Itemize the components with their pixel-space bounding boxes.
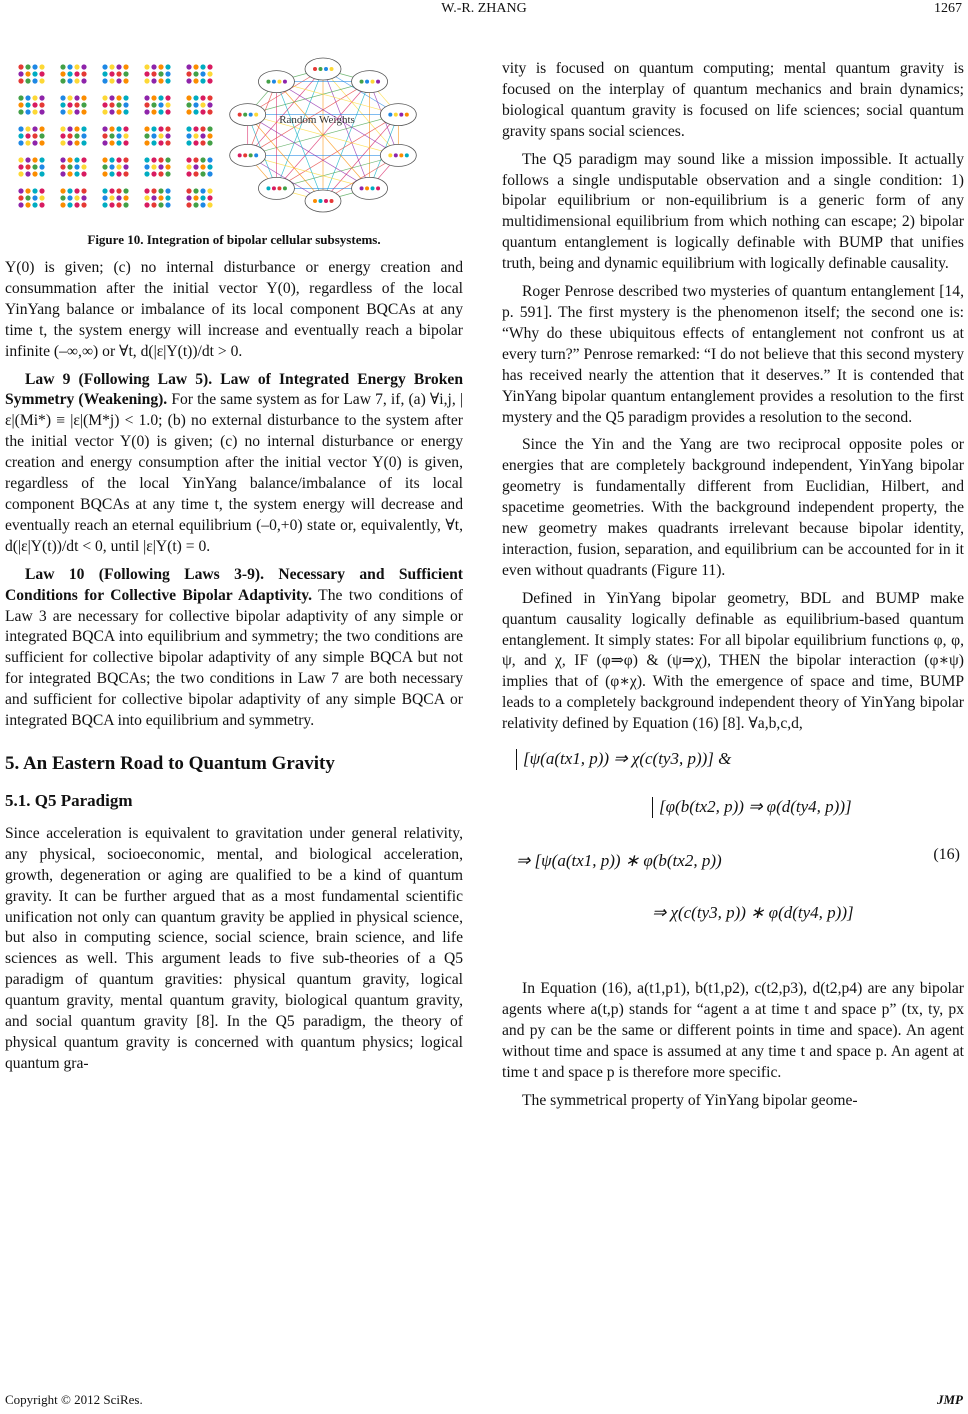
bqca-cell-icon: [144, 64, 170, 83]
paragraph: Since acceleration is equivalent to gravitation under general relativity, any physical, socioeconomic, mental, and biological acceleration, growth, degeneration or aging are qualified to be a kind of quantum gravity. It can be further argued that as a most fundamental scientific unification not only can quantum gravity be applied in physical science, but also in computing science, social science, brain science, and life sciences as well. This argument leads to five sub-theories of a Q5 paradigm of quantum gravities: physical quantum gravity, logical quantum gravity, mental quantum gravity, biological quantum gravity, and social quantum gravity [8]. In the Q5 paradigm, the theory of physical quantum gravity is concerned with quantum physics; logical quantum gra-: [5, 824, 463, 1072]
subsystem-node: [230, 144, 266, 166]
paragraph: The Q5 paradigm may sound like a mission impossible. It actually follows a single undisputable observation and a single condition: 1) bipolar equilibrium or non-equilibrium is a generic form of any multidimensional equilibrium from which nothing can escape; 2) bipolar quantum entanglement is logically definable with BUMP that unifies truth, being and dynamic equilibrium with logically definable causality.: [502, 150, 964, 273]
node-dot: [365, 80, 369, 84]
node-dot: [330, 67, 334, 71]
node-dot: [313, 67, 317, 71]
bqca-cell-icon: [60, 126, 86, 145]
equation-line: ⇒ χ(c(ty3, p)) ∗ φ(d(ty4, p))]: [652, 903, 854, 923]
law-10-body: The two conditions of Law 3 are necessary for collective bipolar adaptivity of any simple or integrated BQCA into equilibrium and symmetry; the two conditions are sufficient for collective bipolar adaptivity of any simple BQCA but not for integrated BQCAs; the two conditions in Law 7 are both necessary and sufficient for collective bipolar adaptivity of any simple BQCA or integrated BQCA into equilibrium and symmetry.: [5, 586, 463, 730]
node-dot: [324, 199, 328, 203]
subsystem-node: [352, 177, 388, 199]
bqca-cell-icon: [60, 95, 86, 114]
journal-abbrev: JMP: [937, 1392, 963, 1407]
node-dot: [394, 153, 398, 157]
node-dot: [313, 199, 317, 203]
bqca-cell-icon: [144, 188, 170, 207]
right-column: [502, 59, 964, 1112]
node-dot: [399, 113, 403, 117]
bqca-cell-icon: [18, 95, 44, 114]
node-dot: [376, 80, 380, 84]
cell-grid: [18, 64, 212, 207]
subsystem-node: [258, 177, 294, 199]
bqca-cell-icon: [18, 188, 44, 207]
law-10-heading: Law 10 (Following Laws 3-9). Necessary and Sufficient Conditions for Collective Bipolar Adaptivity.: [5, 565, 463, 604]
left-column: [5, 258, 463, 1075]
figure-caption: Figure 10. Integration of bipolar cellular subsystems.: [87, 232, 381, 247]
node-dot: [266, 80, 270, 84]
section-heading: 5. An Eastern Road to Quantum Gravity: [5, 752, 335, 774]
figure-10: [5, 55, 463, 215]
paragraph: In Equation (16), a(t1,p1), b(t1,p2), c(t2,p3), d(t2,p4) are any bipolar agents where a(t,p) stands for “agent a at time t and space p” (tx, ty, px and py can be the same or different points in time and space). An agent without time and space is assumed at any time t and space p. An agent at time t and space p is therefore more specific.: [502, 980, 964, 1081]
subsystem-node: [380, 104, 416, 126]
law-10: [5, 565, 463, 732]
node-dot: [405, 153, 409, 157]
node-dot: [238, 153, 242, 157]
node-dot: [360, 80, 364, 84]
node-dot: [324, 67, 328, 71]
node-dot: [319, 199, 323, 203]
bqca-cell-icon: [186, 64, 212, 83]
node-dot: [394, 113, 398, 117]
node-dot: [371, 186, 375, 190]
bqca-cell-icon: [186, 188, 212, 207]
node-dot: [272, 186, 276, 190]
bqca-cell-icon: [102, 157, 128, 176]
page-number: 1267: [934, 1, 962, 16]
bqca-cell-icon: [144, 157, 170, 176]
node-dot: [405, 113, 409, 117]
node-dot: [249, 113, 253, 117]
bqca-cell-icon: [186, 126, 212, 145]
node-dot: [388, 113, 392, 117]
node-dot: [254, 153, 258, 157]
node-dot: [277, 186, 281, 190]
node-dot: [243, 113, 247, 117]
header-title: W.-R. ZHANG: [441, 1, 527, 16]
subsystem-node: [352, 71, 388, 93]
paragraph: The symmetrical property of YinYang bipolar geome-: [522, 1091, 858, 1109]
law-9-body: For the same system as for Law 7, if, (a) ∀i,j, |ε|(Mi*) ≡ |ε|(M*j) < 1.0; (b) no external disturbance to the system after the initial vector Y(0) is given; (c) no internal disturbance or energy creation and energy consumption after the initial vector Y(0) is given, regardless of the local YinYang balance/imbalance of its local component BQCAs at any time t, the system energy will decrease and eventually reach an eternal equilibrium (–0,+0) state or, equivalently, ∀t, d(|ε|Y(t))/dt < 0, until |ε|Y(t) = 0.: [5, 391, 463, 555]
node-dot: [371, 80, 375, 84]
bqca-cell-icon: [102, 126, 128, 145]
node-dot: [283, 186, 287, 190]
paragraph: vity is focused on quantum computing; mental quantum gravity is focused on the interplay of quantum mechanics and brain dynamics; biological quantum gravity is focused on life sciences; social quantum gravity spans social sciences.: [502, 60, 964, 140]
bqca-cell-icon: [102, 64, 128, 83]
paragraph: Y(0) is given; (c) no internal disturbance or energy creation and consummation after the initial vector Y(0), regardless of the local YinYang balance or imbalance of its local component BQCAs at any time t, the system energy will increase and eventually reach a bipolar infinite (–∞,∞) or ∀t, d(|ε|Y(t))/dt > 0.: [5, 259, 463, 360]
equation-number: (16): [933, 846, 960, 864]
node-dot: [249, 153, 253, 157]
node-dot: [330, 199, 334, 203]
node-dot: [360, 186, 364, 190]
bqca-cell-icon: [18, 126, 44, 145]
bqca-cell-icon: [144, 126, 170, 145]
bqca-cell-icon: [60, 188, 86, 207]
node-dot: [388, 153, 392, 157]
subsystem-node: [258, 71, 294, 93]
subsystem-node: [230, 104, 266, 126]
bqca-cell-icon: [144, 95, 170, 114]
random-weights-label: Random Weights: [279, 114, 355, 126]
subsystem-node: [305, 58, 341, 80]
paragraph: Since the Yin and the Yang are two reciprocal opposite poles or energies that are completely background independent, YinYang bipolar geometry is fundamentally different from Euclidian, Hilbert, and spacetime geometries. With the background independent property, the new geometry makes quadrants irrelevant because bipolar identity, interaction, fusion, separation, and equilibrium can be accounted for in it even without quadrants (Figure 11).: [502, 436, 964, 579]
page-footer: [5, 1392, 963, 1408]
paragraph: Defined in YinYang bipolar geometry, BDL and BUMP make quantum causality logically definable as equilibrium-based quantum entanglement. It simply states: For all bipolar equilibrium functions φ, φ, ψ, and χ, IF (φ⇒φ) & (ψ⇒χ), THEN the bipolar interaction (φ∗ψ) implies that of (φ∗χ). With the emergence of space and time, BUMP leads to a completely background independent theory of YinYang bipolar relativity defined by Equation (16) [8]. ∀a,b,c,d,: [502, 589, 964, 733]
paragraph: Roger Penrose described two mysteries of quantum entanglement [14, p. 591]. The first mystery is the phenomenon itself; the second one is: “Why do these ubiquitous effects of entanglement not confront us at every turn?” Penrose remarked: “I do not believe that this second mystery has received nearly the attention that it deserves.” It is contended that YinYang bipolar quantum entanglement provides a resolution to the first mystery and the Q5 paradigm provides a resolution to the second.: [502, 283, 964, 426]
bqca-cell-icon: [60, 157, 86, 176]
copyright-text: Copyright © 2012 SciRes.: [5, 1392, 143, 1407]
node-dot: [376, 186, 380, 190]
equation-line: ⇒ [ψ(a(tx1, p)) ∗ φ(b(tx2, p)): [516, 851, 722, 871]
node-dot: [365, 186, 369, 190]
network-diagram: [230, 58, 417, 212]
bqca-cell-icon: [60, 64, 86, 83]
equation-line: [ψ(a(tx1, p)) ⇒ χ(c(ty3, p))] &: [516, 749, 737, 770]
bqca-cell-icon: [186, 157, 212, 176]
bqca-cell-icon: [102, 188, 128, 207]
equation-line: [φ(b(tx2, p)) ⇒ φ(d(ty4, p))]: [652, 797, 858, 818]
bqca-cell-icon: [186, 95, 212, 114]
running-header: [0, 0, 968, 20]
law-9: [5, 370, 463, 558]
node-dot: [272, 80, 276, 84]
bqca-cell-icon: [18, 64, 44, 83]
node-dot: [254, 113, 258, 117]
bqca-cell-icon: [18, 157, 44, 176]
node-dot: [283, 80, 287, 84]
node-dot: [399, 153, 403, 157]
node-dot: [266, 186, 270, 190]
law-9-heading: Law 9 (Following Law 5). Law of Integrated Energy Broken Symmetry (Weakening).: [5, 370, 463, 409]
node-dot: [243, 153, 247, 157]
node-dot: [238, 113, 242, 117]
bqca-cell-icon: [102, 95, 128, 114]
equation-16: [502, 739, 964, 969]
subsystem-node: [380, 144, 416, 166]
subsystem-node: [305, 190, 341, 212]
subsection-heading: 5.1. Q5 Paradigm: [5, 790, 133, 810]
node-dot: [277, 80, 281, 84]
node-dot: [319, 67, 323, 71]
